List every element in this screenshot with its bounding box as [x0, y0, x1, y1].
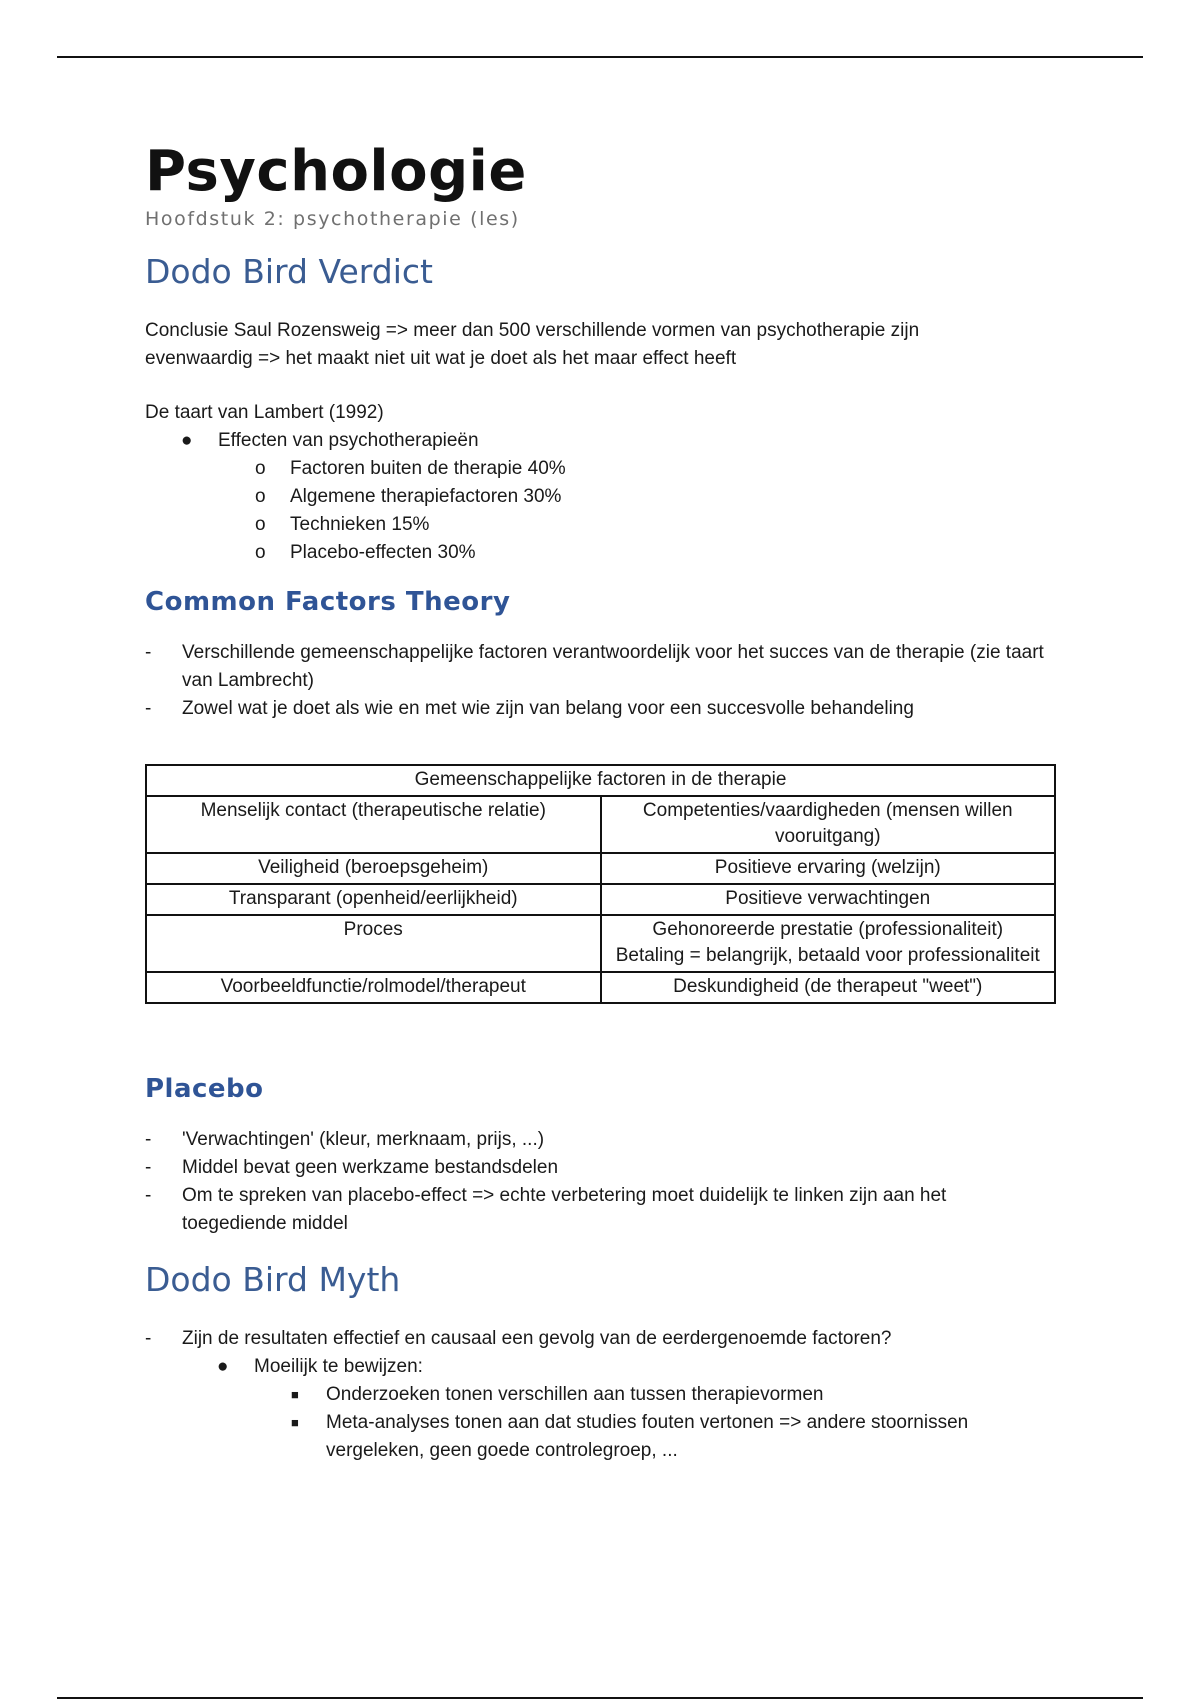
list-item-text: Verschillende gemeenschappelijke factoren verantwoordelijk voor het succes van de therapie (zie taart van Lambrecht) — [182, 642, 1044, 691]
list-item — [145, 455, 1065, 483]
list-item-text: Om te spreken van placebo-effect => echte verbetering moet duidelijk te linken zijn aan het toegediende middel — [182, 1185, 947, 1234]
table-row — [146, 972, 1055, 1003]
list-item — [145, 1325, 1045, 1353]
list-item-text: Meta-analyses tonen aan dat studies fouten vertonen => andere stoornissen vergeleken, geen goede controlegroep, ... — [326, 1412, 969, 1461]
heading-placebo: Placebo — [145, 1074, 264, 1104]
table-cell: Positieve ervaring (welzijn) — [601, 853, 1056, 884]
table-cell: Transparant (openheid/eerlijkheid) — [146, 884, 601, 915]
dash-bullet-icon: - — [145, 1157, 152, 1178]
list-item — [145, 1409, 1045, 1465]
table-cell: Competenties/vaardigheden (mensen willen vooruitgang) — [601, 796, 1056, 853]
table-cell-line: Gehonoreerde prestatie (professionaliteit) — [652, 919, 1004, 940]
sub-bullet-text: Algemene therapiefactoren 30% — [290, 486, 562, 507]
bullet-icon: ● — [181, 430, 193, 451]
list-item-text: Moeilijk te bewijzen: — [254, 1356, 423, 1377]
list-item — [145, 639, 1045, 695]
lambert-sublist — [145, 455, 1065, 567]
table-cell — [601, 915, 1056, 972]
common-factors-table — [145, 764, 1056, 1004]
list-item-text: Middel bevat geen werkzame bestandsdelen — [182, 1157, 559, 1178]
table-cell: Voorbeeldfunctie/rolmodel/therapeut — [146, 972, 601, 1003]
bullet-icon: ● — [217, 1356, 229, 1377]
sub-bullet-text: Technieken 15% — [290, 514, 430, 535]
list-item — [145, 1182, 1025, 1238]
footer-rule — [57, 1697, 1143, 1699]
document-body-lower — [145, 1074, 1065, 1465]
list-item — [145, 1126, 1025, 1154]
document-title: Psychologie — [145, 139, 527, 204]
document-subtitle: Hoofdstuk 2: psychotherapie (les) — [145, 208, 520, 230]
table-row — [146, 796, 1055, 853]
heading-dodo-bird-myth: Dodo Bird Myth — [145, 1260, 401, 1299]
dash-bullet-icon: - — [145, 698, 152, 719]
placebo-list — [145, 1126, 1025, 1238]
list-item — [145, 1353, 1045, 1381]
sub-bullet-text: Factoren buiten de therapie 40% — [290, 458, 566, 479]
table-header-row — [146, 765, 1055, 796]
list-item — [145, 1381, 1045, 1409]
list-item-text: 'Verwachtingen' (kleur, merknaam, prijs, ...) — [182, 1129, 545, 1150]
dash-bullet-icon: - — [145, 642, 152, 663]
dash-bullet-icon: - — [145, 1129, 152, 1150]
list-item — [145, 427, 1065, 455]
table-header: Gemeenschappelijke factoren in de therapie — [146, 765, 1055, 796]
circle-bullet-icon: o — [255, 542, 266, 563]
heading-common-factors-theory: Common Factors Theory — [145, 587, 511, 617]
table-cell: Veiligheid (beroepsgeheim) — [146, 853, 601, 884]
list-item — [145, 1154, 1025, 1182]
header-rule — [57, 56, 1143, 58]
square-bullet-icon: ■ — [291, 1387, 299, 1402]
verdict-paragraph: Conclusie Saul Rozensweig => meer dan 500 verschillende vormen van psychotherapie zijn evenwaardig => het maakt niet uit wat je doet als het maar effect heeft — [145, 320, 920, 369]
list-item — [145, 695, 1045, 723]
bullet-text: Effecten van psychotherapieën — [218, 430, 479, 451]
myth-list — [145, 1325, 1045, 1465]
dash-bullet-icon: - — [145, 1328, 152, 1349]
list-item — [145, 539, 1065, 567]
table-cell: Menselijk contact (therapeutische relatie) — [146, 796, 601, 853]
table-cell: Positieve verwachtingen — [601, 884, 1056, 915]
list-item — [145, 483, 1065, 511]
table-row — [146, 853, 1055, 884]
circle-bullet-icon: o — [255, 486, 266, 507]
document-body — [145, 140, 1065, 723]
sub-bullet-text: Placebo-effecten 30% — [290, 542, 476, 563]
table-cell: Deskundigheid (de therapeut "weet") — [601, 972, 1056, 1003]
table-row — [146, 884, 1055, 915]
list-item-text: Zowel wat je doet als wie en met wie zijn van belang voor een succesvolle behandeling — [182, 698, 914, 719]
table-cell-line: Betaling = belangrijk, betaald voor professionaliteit — [615, 945, 1040, 966]
lambert-title: De taart van Lambert (1992) — [145, 402, 384, 423]
list-item — [145, 511, 1065, 539]
heading-dodo-bird-verdict: Dodo Bird Verdict — [145, 252, 433, 291]
list-item-text: Zijn de resultaten effectief en causaal een gevolg van de eerdergenoemde factoren? — [182, 1328, 892, 1349]
lambert-list — [145, 427, 1065, 455]
dash-bullet-icon: - — [145, 1185, 152, 1206]
square-bullet-icon: ■ — [291, 1415, 299, 1430]
common-factors-list — [145, 639, 1045, 723]
circle-bullet-icon: o — [255, 514, 266, 535]
table-row — [146, 915, 1055, 972]
circle-bullet-icon: o — [255, 458, 266, 479]
list-item-text: Onderzoeken tonen verschillen aan tussen therapievormen — [326, 1384, 824, 1405]
table-cell: Proces — [146, 915, 601, 972]
